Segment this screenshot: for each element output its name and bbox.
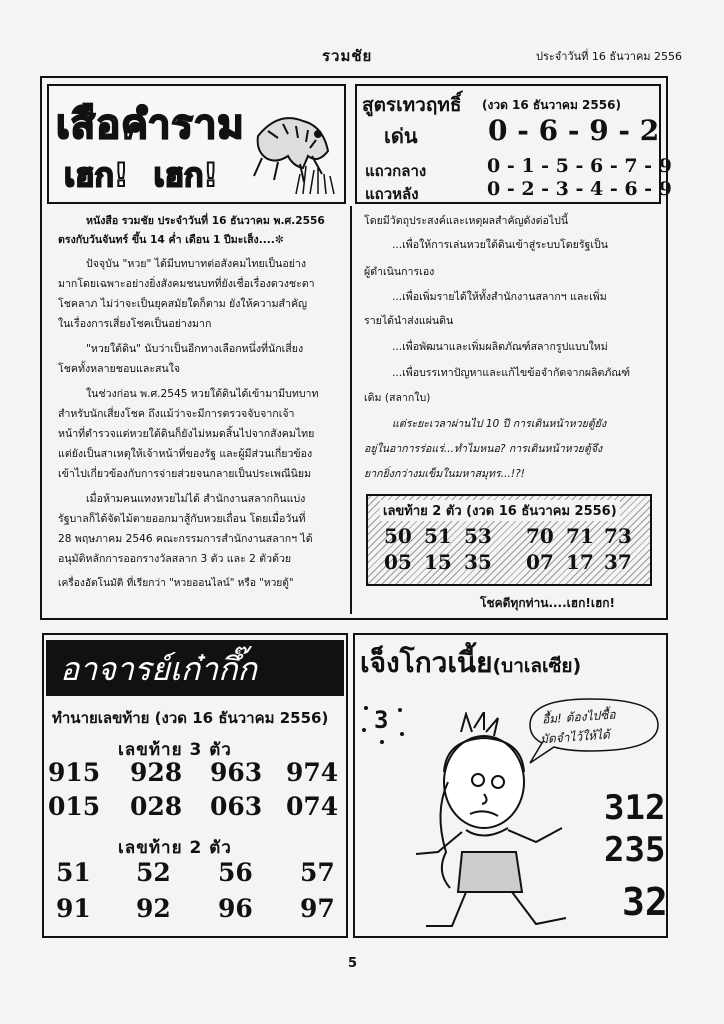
tiger-title: เสือคำราม	[56, 102, 245, 148]
achan-two-digit-number: 97	[300, 894, 335, 923]
achan-two-digit-number: 96	[218, 894, 253, 923]
formula-value-middle: 0 - 1 - 5 - 6 - 7 - 9	[487, 155, 672, 177]
formula-value-lead: 0 - 6 - 9 - 2	[488, 114, 660, 147]
article-line: เข้าไปเกี่ยวข้องกับการจ่ายส่วยจนกลายเป็นประเพณีนิยม	[58, 468, 312, 480]
article-line: หนังสือ รวมชัย ประจำวันที่ 16 ธันวาคม พ.ศ.2556	[86, 215, 325, 227]
achan-three-label: เลขท้าย 3 ตัว	[118, 740, 232, 760]
formula-label-middle: แถวกลาง	[365, 162, 427, 180]
two-digit-number: 05	[384, 550, 412, 574]
article-line: โชคลาภ ไม่ว่าจะเป็นยุคสมัยใดก็ตาม ยังให้ความสำคัญ	[58, 298, 308, 310]
article-line: ยากยิ่งกว่างมเข็มในมหาสมุทร...!?!	[364, 468, 525, 480]
column-divider	[350, 206, 352, 614]
three-digit-number: 015	[48, 792, 101, 821]
two-digit-number: 53	[464, 524, 492, 548]
article-line: รัฐบาลก็ได้จัดไม้ตายออกมาสู้กับหวยเถื่อน โดยเมื่อวันที่	[58, 513, 306, 525]
three-digit-number: 963	[210, 758, 263, 787]
article-line: ในเรื่องการเสี่ยงโชคเป็นอย่างมาก	[58, 318, 212, 330]
masthead: รวมชัย	[322, 47, 373, 65]
achan-two-digit-number: 91	[56, 894, 91, 923]
two-digit-number: 71	[566, 524, 594, 548]
three-digit-number: 063	[210, 792, 263, 821]
two-digit-number: 51	[424, 524, 452, 548]
two-digit-title: เลขท้าย 2 ตัว (งวด 16 ธันวาคม 2556)	[380, 500, 620, 521]
three-digit-number: 028	[130, 792, 183, 821]
three-digit-number: 915	[48, 758, 101, 787]
article-line: โดยมีวัตถุประสงค์และเหตุผลสำคัญดังต่อไปนี้	[364, 215, 569, 227]
cartoon-number: 235	[604, 830, 666, 870]
article-line: โชคทั้งหลายชอบและสนใจ	[58, 363, 181, 375]
formula-title: สูตรเทวฤทธิ์	[362, 94, 462, 116]
achan-two-digit-number: 56	[218, 858, 253, 887]
formula-draw: (งวด 16 ธันวาคม 2556)	[482, 98, 621, 112]
article-line: ตรงกับวันจันทร์ ขึ้น 14 ค่ำ เดือน 1 ปีมะเส็ง....✼	[58, 234, 284, 246]
cartoon-title-suffix: (บาเลเซีย)	[492, 655, 582, 677]
article-line: เครื่องอัตโนมัติ ที่เรียกว่า "หวยออนไลน์" หรือ "หวยตู้"	[58, 578, 294, 589]
article-line: "หวยใต้ดิน" นับว่าเป็นอีกทางเลือกหนึ่งที่นักเสี่ยง	[86, 343, 304, 355]
achan-two-digit-number: 52	[136, 858, 171, 887]
article-line: เดิม (สลากใบ)	[364, 392, 431, 404]
article-line: รายได้นำส่งแผ่นดิน	[364, 315, 454, 327]
achan-two-digit-number: 51	[56, 858, 91, 887]
article-line: 28 พฤษภาคม 2546 คณะกรรมการสำนักงานสลากฯ ได้	[58, 533, 313, 545]
speech-line-2: มัดจำไว้ให้ได้	[539, 727, 611, 747]
achan-two-digit-number: 92	[136, 894, 171, 923]
article-line: ปัจจุบัน "หวย" ได้มีบทบาทต่อสังคมไทยเป็นอย่าง	[86, 258, 307, 270]
three-digit-number: 074	[286, 792, 339, 821]
achan-two-digit-number: 57	[300, 858, 335, 887]
achan-subtitle: ทำนายเลขท้าย (งวด 16 ธันวาคม 2556)	[52, 709, 329, 727]
formula-value-back: 0 - 2 - 3 - 4 - 6 - 9	[487, 178, 672, 200]
speech-line-1: อื้ม! ต้องไปซื้อ	[541, 707, 616, 727]
issue-date: ประจำวันที่ 16 ธันวาคม 2556	[536, 50, 683, 63]
formula-label-lead: เด่น	[384, 124, 418, 148]
cartoon-badge: 3	[374, 706, 389, 734]
two-digit-number: 73	[604, 524, 632, 548]
two-digit-number: 35	[464, 550, 492, 574]
article-line: ...เพื่อให้การเล่นหวยใต้ดินเข้าสู่ระบบโดยรัฐเป็น	[392, 239, 608, 251]
article-line: อยู่ในอาการร่อแร่...ทำไมหนอ? การเดินหน้าหวยตู้จึง	[364, 443, 603, 455]
article-line: มากโดยเฉพาะอย่างยิ่งสังคมชนบทที่ยังเชื่อเรื่องดวงชะตา	[58, 278, 315, 290]
article-line: อนุมัติหลักการออกรางวัลสลาก 3 ตัว และ 2 ตัวด้วย	[58, 553, 292, 565]
article-line: หน้าที่ตำรวจแต่หวยใต้ดินก็ยังไม่หมดสิ้นไปจากสังคมไทย	[58, 428, 315, 440]
three-digit-number: 928	[130, 758, 183, 787]
achan-title: อาจารย์เก๋ากึ๊ก	[60, 650, 257, 688]
cartoon-title	[360, 641, 581, 685]
two-digit-number: 15	[424, 550, 452, 574]
cartoon-number: 312	[604, 788, 666, 828]
formula-label-back: แถวหลัง	[365, 185, 419, 203]
achan-two-label: เลขท้าย 2 ตัว	[118, 838, 232, 858]
article-line: ในช่วงก่อน พ.ศ.2545 หวยใต้ดินได้เข้ามามีบทบาท	[86, 388, 319, 400]
cartoon-title-main: เจ็งโกวเนี้ย	[360, 646, 493, 679]
two-digit-number: 17	[566, 550, 594, 574]
two-digit-number: 70	[526, 524, 554, 548]
article-line: ...เพื่อพัฒนาและเพิ่มผลิตภัณฑ์สลากรูปแบบใหม่	[392, 341, 608, 353]
two-digit-footer: โชคดีทุกท่าน....เฮก!เฮก!	[480, 596, 615, 610]
cartoon-number: 32	[622, 880, 668, 924]
two-digit-number: 07	[526, 550, 554, 574]
article-line: ผู้ดำเนินการเอง	[364, 266, 435, 278]
cartoon-character	[366, 712, 596, 934]
three-digit-number: 974	[286, 758, 339, 787]
article-line: แต่ระยะเวลาผ่านไป 10 ปี การเดินหน้าหวยตู้ยัง	[392, 418, 607, 430]
article-line: เมื่อห้ามคนแทงหวยไม่ได้ สำนักงานสลากกินแบ่ง	[86, 493, 306, 505]
article-line: ...เพื่อบรรเทาปัญหาและแก้ไขข้อจำกัดจากผลิตภัณฑ์	[392, 367, 631, 379]
article-line: ...เพื่อเพิ่มรายได้ให้ทั้งสำนักงานสลากฯ และเพิ่ม	[392, 291, 607, 303]
two-digit-number: 50	[384, 524, 412, 548]
tiger-subtitle: เฮก! เฮก!	[64, 156, 219, 194]
article-line: สำหรับนักเสี่ยงโชค ถึงแม้ว่าจะมีการตรวจจับจากเจ้า	[58, 408, 295, 420]
tiger-illustration	[248, 96, 344, 200]
article-line: แต่ยังเป็นสาเหตุให้เจ้าหน้าที่ของรัฐ และผู้มีส่วนเกี่ยวข้อง	[58, 448, 313, 460]
two-digit-number: 37	[604, 550, 632, 574]
page-number: 5	[348, 956, 358, 971]
